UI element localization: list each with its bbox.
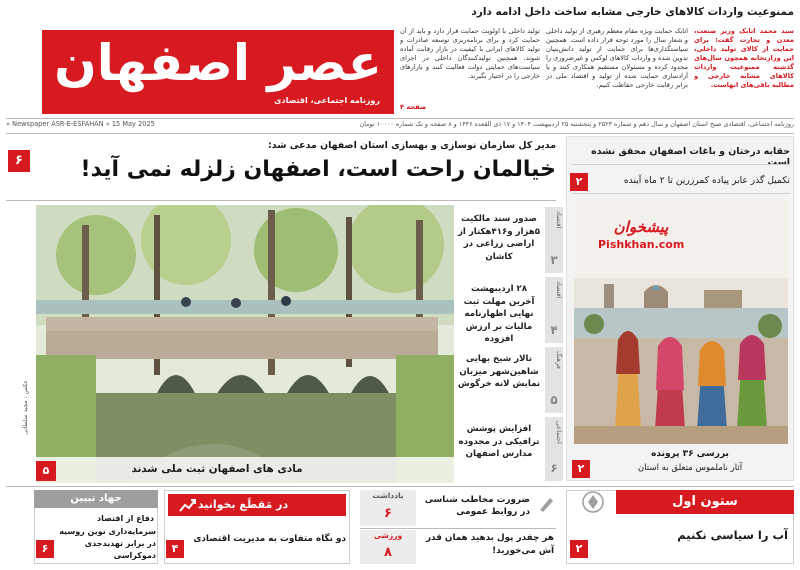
headline-kicker: مدیر کل سازمان نوسازی و بهسازی استان اصفهان مدعی شد:	[268, 140, 556, 151]
right-photo-art	[574, 200, 788, 444]
varzeshi-label: ورزشی	[373, 531, 403, 540]
jahad-text-1: دفاع از اقتصاد	[97, 514, 154, 523]
right-title-2: تکمیل گذر عابر پیاده کمرزرین تا ۲ ماه آینده	[623, 175, 790, 186]
top-story-page-ref: صفحه ۴	[400, 103, 427, 111]
right-page-badge-2: ۲	[572, 460, 590, 478]
dar-maqta-text: دو نگاه متفاوت به مدیریت اقتصادی	[193, 534, 346, 544]
headline-title: خیالمان راحت است، اصفهان زلزله نمی آید!	[80, 157, 556, 182]
pen-icon	[536, 494, 556, 514]
sotoon-page-badge: ۲	[570, 540, 588, 558]
masthead-divider	[6, 118, 794, 119]
side-item[interactable]	[457, 207, 563, 275]
photo-credit: عکس : مجید سلطانی	[22, 380, 29, 435]
side-item-label: اقتصاد	[555, 281, 563, 299]
yaddasht-divider	[360, 528, 556, 529]
side-item[interactable]	[457, 347, 563, 415]
latin-date: « Newspaper ASR-E-ESFAHAN » 15 May 2025	[6, 120, 155, 128]
varzeshi-text: هر چقدر پول بدهید همان قدر آش می‌خورید!	[425, 533, 554, 556]
side-item-text: افزایش پوشش ترافیکی در محدوده مدارس اصفهان	[458, 424, 540, 459]
side-item-text: ۲۸ اردیبهشت آخرین مهلت ثبت نهایی اظهارنامه مالیات بر ارزش افزوده	[463, 284, 535, 344]
main-photo	[36, 205, 454, 483]
yaddasht-page: ۶	[384, 506, 392, 521]
side-item-page: ۳	[550, 253, 558, 267]
top-story-col3: تولید داخلی با اولویت حمایت قرار دارد و باید از آن حمایت کرد و برای برنامه‌ریزی توسعه صادرات و تولید کالاهای ایرانی با کیفیت در بازار رقابت آماده شوند. همچنین تولیدکنندگان داخلی در اجرای سیاست‌های حمایتی دولت فعالیت کنند و بازارهای خارجی را در اختیار بگیرند.	[400, 27, 540, 80]
right-photo	[574, 200, 788, 444]
side-item-label: اقتصاد	[555, 211, 563, 229]
yaddasht-label: یادداشت	[372, 491, 404, 500]
right-photo-caption-2: آثار ناملموس متعلق به استان	[637, 463, 743, 473]
watermark-fa: پیشخوان	[613, 218, 669, 236]
logo-text: عصر اصفهان	[54, 34, 382, 92]
side-item-text: تالار شیخ بهایی شاهین‌شهر میزبان نمایش لانه خرگوش	[457, 354, 541, 389]
bottom-divider	[6, 486, 794, 487]
top-story-col2: اتابک حمایت ویژه مقام معظم رهبری از تولید داخلی و شعار سال را مورد توجه قرار داده است. همچنین سیاستگذاری‌ها برای حمایت از تولید دانش‌بنیان تدوین شده و واردات کالاهای لوکس و غیرضروری را محدود کرده و مسئولان مستقیم همکاری کنند و با آزادسازی حمایت شده از تولید و اقتصاد ملی در برابر رقابت خارجی حفاظت کنیم.	[546, 27, 688, 89]
logo-tagline: روزنامه اجتماعی، اقتصادی	[274, 96, 380, 105]
side-item-label-strip	[545, 347, 563, 413]
yaddasht-text: ضرورت مخاطب شناسی در روابط عمومی	[424, 495, 530, 517]
chart-arrow-icon	[178, 497, 198, 513]
photo-caption: مادی های اصفهان ثبت ملی شدند	[131, 463, 303, 475]
side-item[interactable]	[457, 277, 563, 345]
side-item-page: ۶	[550, 461, 558, 475]
date-line: روزنامه اجتماعی، اقتصادی صبح استان اصفهان و سال دهم و شماره ۲۵۲۳ و پنجشنبه ۲۵ اردیبهشت ۱۴۰۴ و ۱۷ ذی القعده ۱۴۴۶ و ۸ صفحه و تک شماره ۱۰۰۰۰ تومان	[359, 120, 794, 128]
side-item-label-strip	[545, 207, 563, 273]
right-divider-2	[572, 193, 790, 194]
top-story-title: ممنوعیت واردات کالاهای خارجی مشابه ساخت داخل ادامه دارد	[471, 6, 794, 18]
jahad-page-badge: ۶	[36, 540, 54, 558]
sotoon-text: آب را سیاسی نکنیم	[677, 528, 788, 542]
watermark-en: Pishkhan.com	[598, 238, 685, 251]
side-item[interactable]	[457, 417, 563, 483]
jahad-header: جهاد تبیین	[34, 490, 158, 508]
date-divider	[6, 133, 794, 134]
side-item-label: فرهنگ	[555, 351, 563, 369]
right-divider-1	[572, 164, 790, 165]
right-page-badge-1: ۲	[570, 173, 588, 191]
side-column	[457, 205, 563, 483]
side-item-page: ۴	[550, 323, 558, 337]
main-photo-art	[36, 205, 454, 483]
side-item-label-strip	[545, 417, 563, 481]
side-item-label-strip	[545, 277, 563, 343]
side-item-label: اجتماعی	[555, 421, 563, 444]
right-photo-caption-1: بررسی ۳۶ پرونده	[651, 449, 729, 459]
right-title-1: حقابه درختان و باغات اصفهان محقق نشده است	[591, 146, 790, 168]
varzeshi-page: ۸	[384, 545, 392, 560]
dar-maqta-title: در مَقطَع بخوانید	[197, 498, 289, 511]
side-item-page: ۵	[550, 393, 558, 407]
side-item-text: صدور سند مالکیت ۵هزار و۴۱۶هکتار از اراضی زراعی در کاشان	[457, 214, 541, 262]
jahad-text-2: سرمایه‌داری نوین روسیه در برابر تهدیدجدی دموکراسی	[59, 527, 156, 560]
sotoon-header: ستون اول	[672, 494, 738, 509]
fountain-pen-icon	[576, 490, 610, 514]
headline-divider	[6, 200, 556, 201]
photo-page-badge: ۵	[36, 461, 56, 481]
dar-maqta-page-badge: ۴	[166, 540, 184, 558]
headline-page-badge: ۶	[8, 150, 30, 172]
top-story-lead: سید محمد اتابک وزیر صنعت، معدن و تجارت گفت: برای حمایت از کالای تولید داخلی، این وزارتخانه همچون سال‌های گذشته ممنوعیت واردات کالاهای مشابه خارجی و مطالبه باقی‌های انهاست.	[694, 27, 794, 89]
